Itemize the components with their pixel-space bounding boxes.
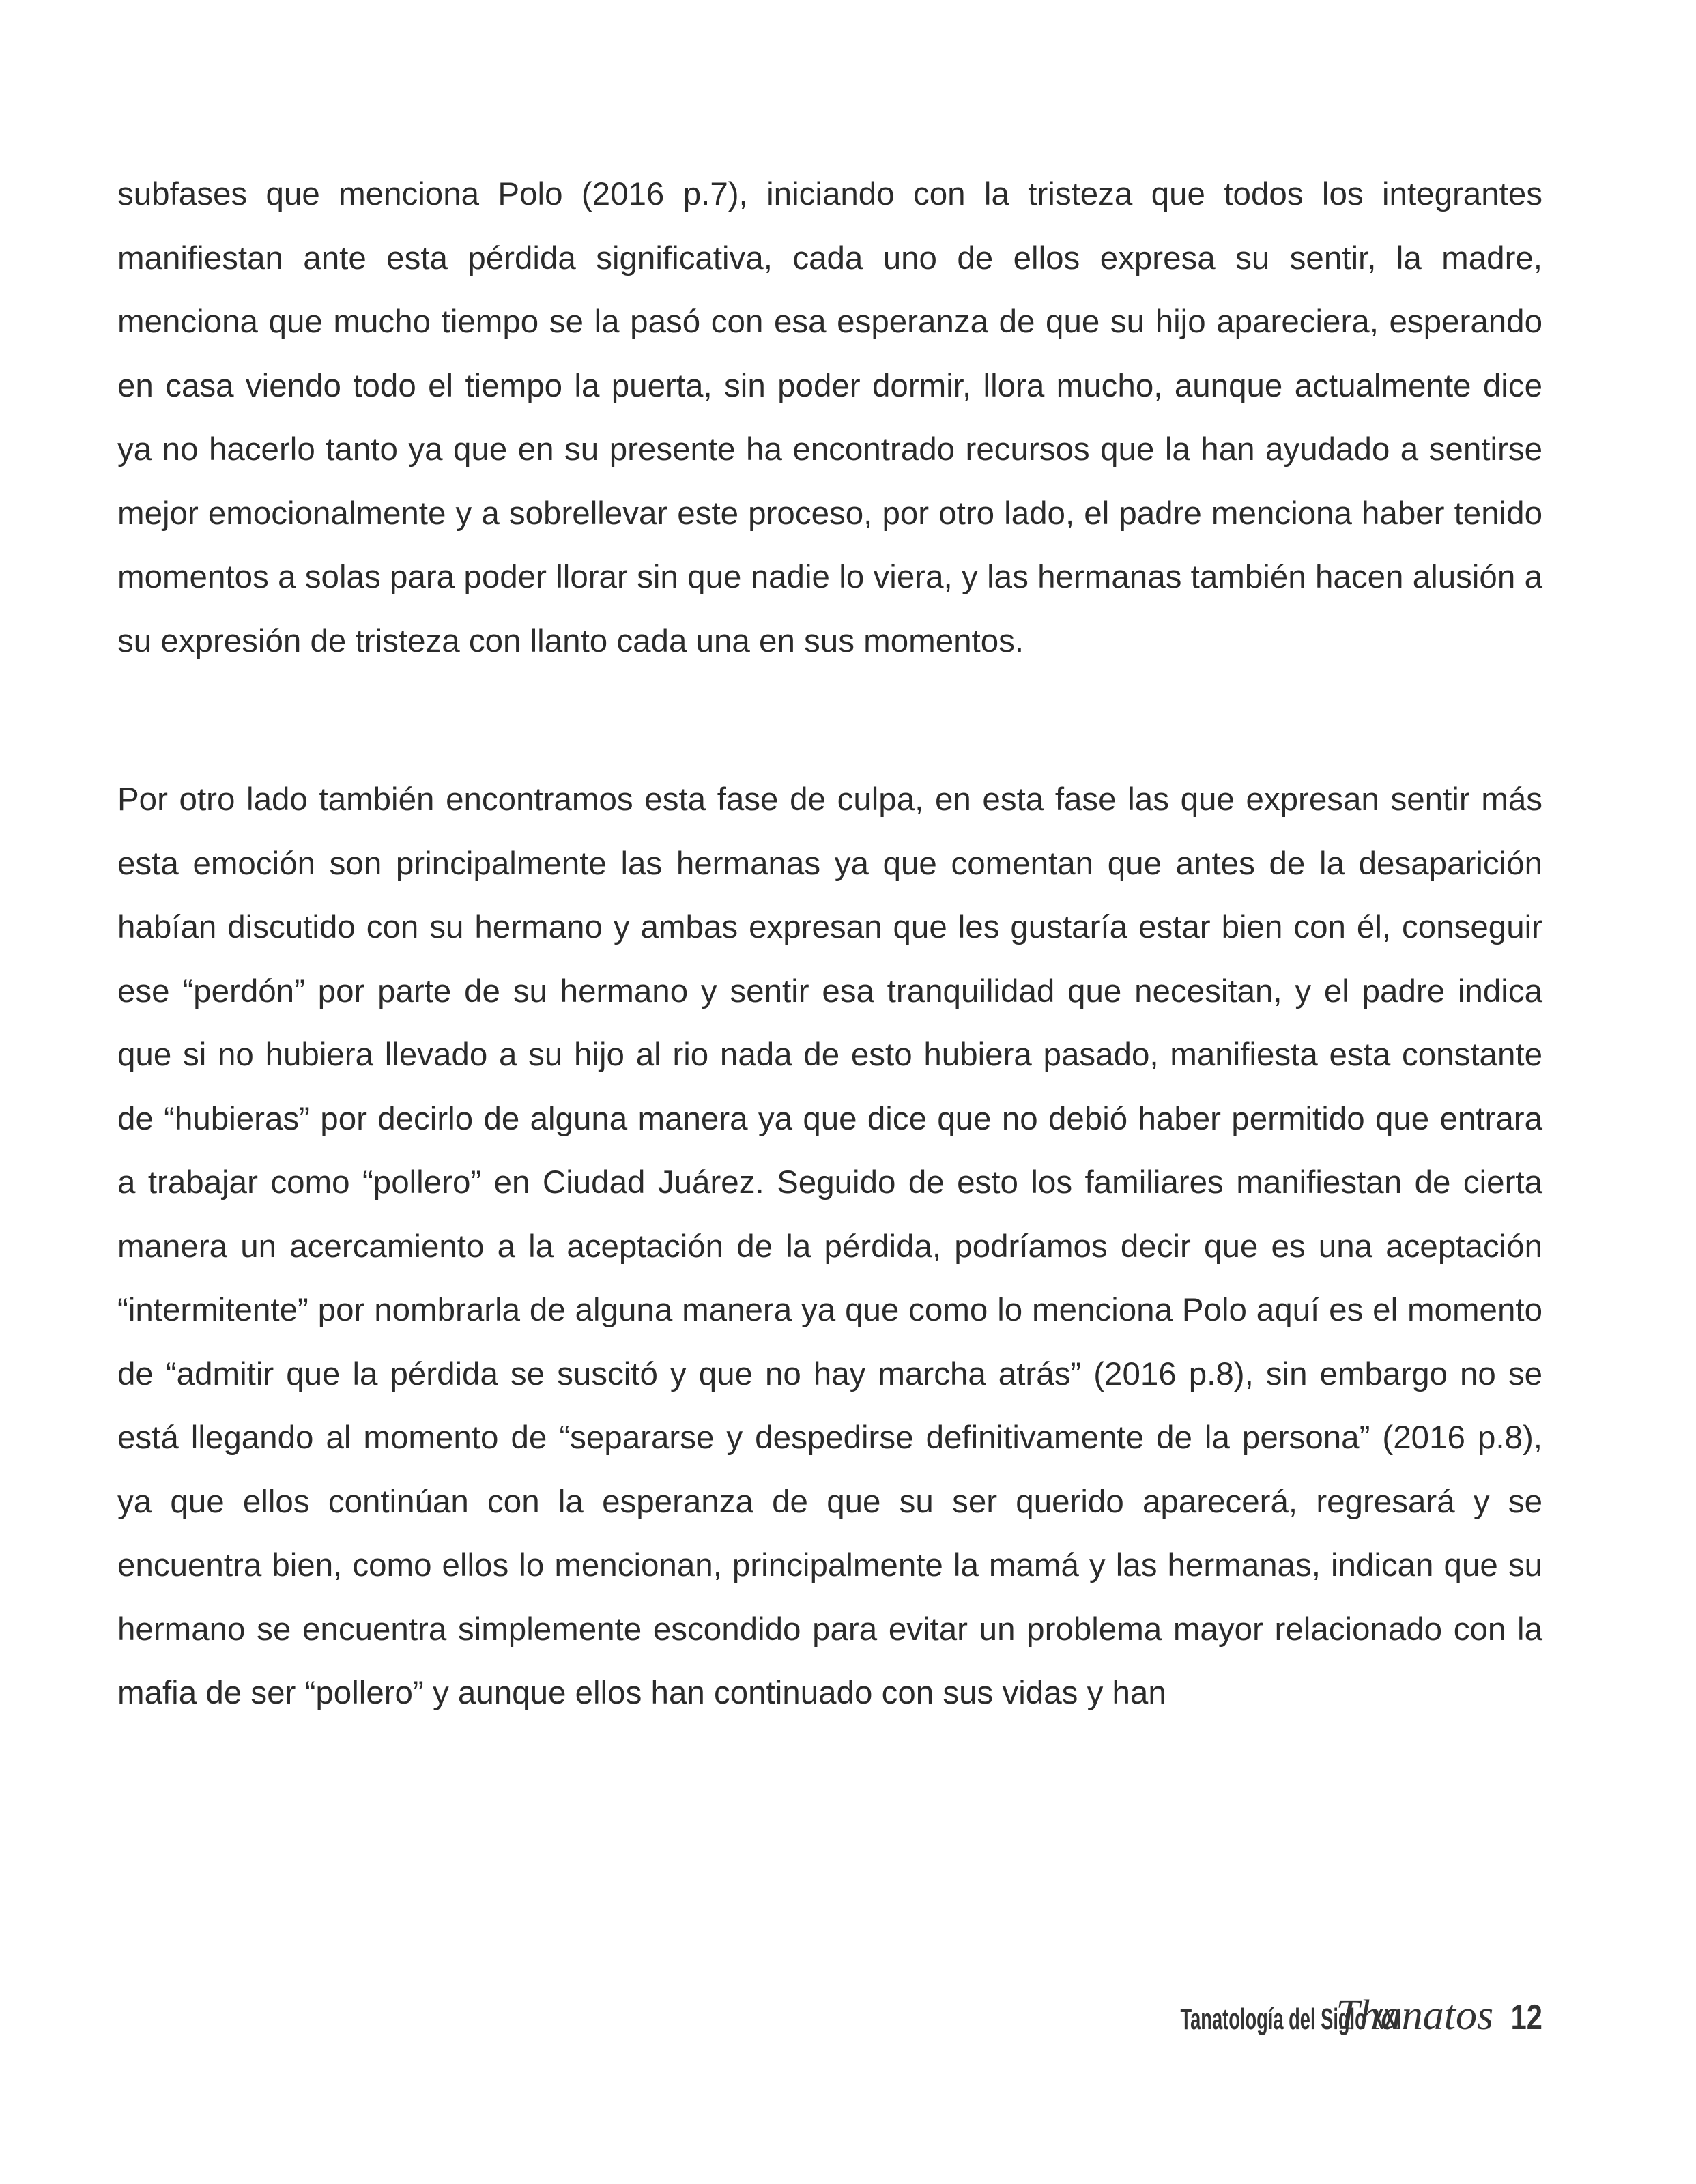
page-body <box>117 162 1542 1725</box>
body-paragraph-2: Por otro lado también encontramos esta fase de culpa, en esta fase las que expresan sentir más esta emoción son principalmente las hermanas ya que comentan que antes de la desaparición habían discutido con su hermano y ambas expresan que les gustaría estar bien con él, conseguir ese “perdón” por parte de su hermano y sentir esa tranquilidad que necesitan, y el padre indica que si no hubiera llevado a su hijo al rio nada de esto hubiera pasado, manifiesta esta constante de “hubieras” por decirlo de alguna manera ya que dice que no debió haber permitido que entrara a trabajar como “pollero” en Ciudad Juárez. Seguido de esto los familiares manifiestan de cierta manera un acercamiento a la aceptación de la pérdida, podríamos decir que es una aceptación “intermitente” por nombrarla de alguna manera ya que como lo menciona Polo aquí es el momento de “admitir que la pérdida se suscitó y que no hay marcha atrás” (2016 p.8), sin embargo no se está llegando al momento de “separarse y despedirse definitivamente de la persona” (2016 p.8), ya que ellos continúan con la esperanza de que su ser querido aparecerá, regresará y se encuentra bien, como ellos lo mencionan, principalmente la mamá y las hermanas, indican que su hermano se encuentra simplemente escondido para evitar un problema mayor relacionado con la mafia de ser “pollero” y aunque ellos han continuado con sus vidas y han <box>117 781 1542 1711</box>
page-number: 12 <box>1510 1998 1542 2037</box>
journal-name: Tanatología del Siglo XXI <box>1180 2002 1402 2036</box>
page-footer <box>1045 1992 1542 2040</box>
body-paragraph-1: subfases que menciona Polo (2016 p.7), iniciando con la tristeza que todos los integrantes manifiestan ante esta pérdida significativa, cada uno de ellos expresa su sentir, la madre, menciona que mucho tiempo se la pasó con esa esperanza de que su hijo apareciera, esperando en casa viendo todo el tiempo la puerta, sin poder dormir, llora mucho, aunque actualmente dice ya no hacerlo tanto ya que en su presente ha encontrado recursos que la han ayudado a sentirse mejor emocionalmente y a sobrellevar este proceso, por otro lado, el padre menciona haber tenido momentos a solas para poder llorar sin que nadie lo viera, y las hermanas también hacen alusión a su expresión de tristeza con llanto cada una en sus momentos. <box>117 176 1542 659</box>
journal-brand-logo: Thanatos <box>1336 1992 1494 2039</box>
